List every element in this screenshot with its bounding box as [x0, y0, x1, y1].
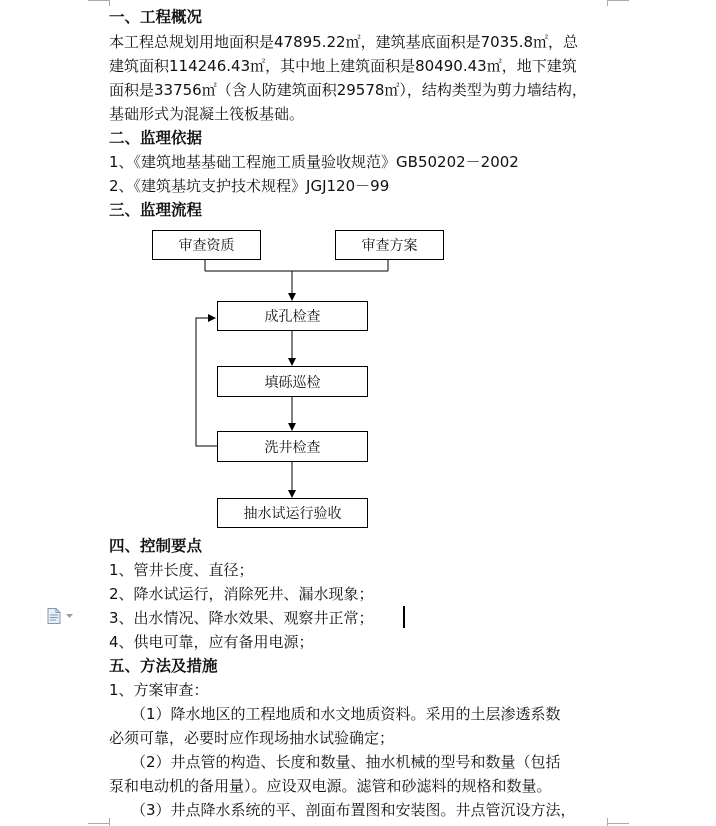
- methods-line-4: （2）井点管的构造、长度和数量、抽水机械的型号和数量（包括: [131, 753, 561, 771]
- flow-step-review-plan: 审查方案: [335, 230, 444, 260]
- flow-step-pump-acceptance: 抽水试运行验收: [217, 498, 368, 528]
- overview-line-4: 基础形式为混凝土筏板基础。: [109, 105, 305, 123]
- methods-line-3: 必须可靠，必要时应作现场抽水试验确定；: [109, 729, 395, 747]
- basis-line-1: 1、《建筑地基基础工程施工质量验收规范》GB50202－2002: [109, 153, 519, 171]
- overview-line-2: 建筑面积114246.43㎡，其中地上建筑面积是80490.43㎡，地下建筑: [109, 57, 577, 75]
- paragraph-document-icon[interactable]: [47, 608, 61, 624]
- flow-step-well-wash-check: 洗井检查: [217, 431, 368, 462]
- section-heading-control-points: 四、控制要点: [109, 537, 203, 555]
- methods-line-1: 1、方案审查：: [109, 681, 209, 699]
- control-point-4: 4、供电可靠，应有备用电源；: [109, 633, 314, 651]
- methods-line-5: 泵和电动机的备用量）。应设双电源。滤管和砂滤料的规格和数量。: [109, 777, 552, 795]
- section-heading-process: 三、监理流程: [109, 201, 203, 219]
- control-point-3[interactable]: 3、出水情况、降水效果、观察井正常；: [109, 609, 374, 627]
- control-point-2: 2、降水试运行，消除死井、漏水现象；: [109, 585, 374, 603]
- basis-line-2: 2、《建筑基坑支护技术规程》JGJ120－99: [109, 177, 390, 195]
- flow-step-gravel-patrol: 填砾巡检: [217, 366, 368, 397]
- methods-line-2: （1）降水地区的工程地质和水文地质资料。采用的土层渗透系数: [131, 705, 561, 723]
- section-heading-overview: 一、工程概况: [109, 8, 203, 26]
- section-heading-methods: 五、方法及措施: [109, 657, 218, 675]
- flow-step-hole-inspection: 成孔检查: [217, 301, 368, 331]
- methods-line-6: （3）井点降水系统的平、剖面布置图和安装图。井点管沉设方法，: [131, 801, 576, 819]
- text-cursor: [403, 606, 405, 628]
- chevron-down-icon[interactable]: [66, 614, 73, 619]
- section-heading-basis: 二、监理依据: [109, 129, 203, 147]
- overview-line-1: 本工程总规划用地面积是47895.22㎡，建筑基底面积是7035.8㎡，总: [109, 33, 579, 51]
- flow-step-review-qualification: 审查资质: [152, 230, 261, 260]
- overview-line-3: 面积是33756㎡（含人防建筑面积29578㎡），结构类型为剪力墙结构，: [109, 81, 587, 99]
- control-point-1: 1、管井长度、直径；: [109, 561, 254, 579]
